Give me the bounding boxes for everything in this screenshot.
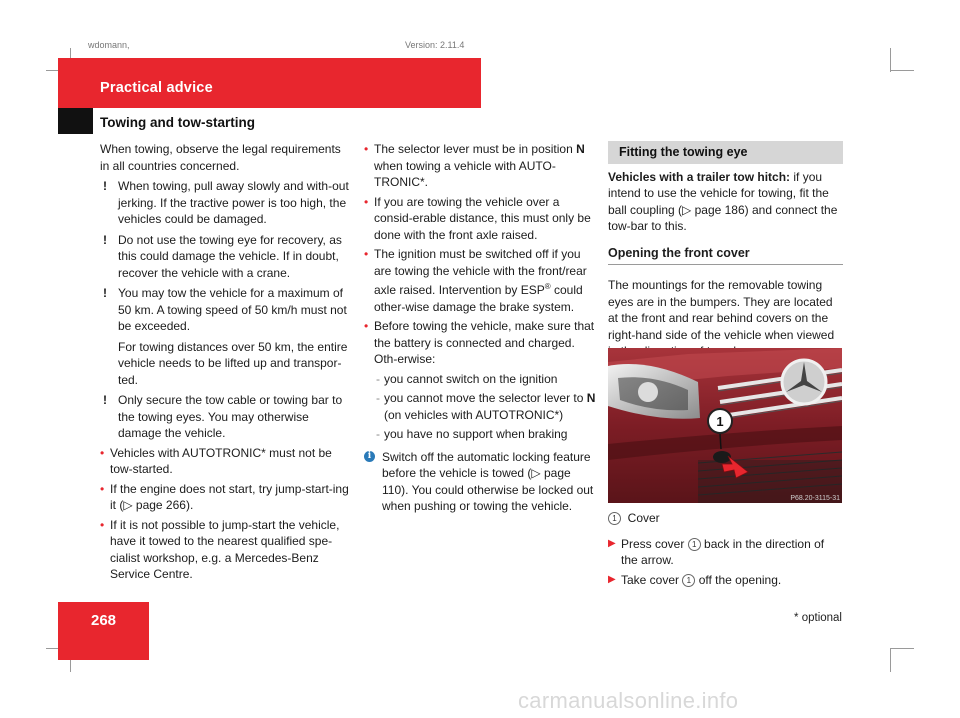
meta-version: Version: 2.11.4 (405, 40, 465, 50)
bullet-icon: • (364, 319, 369, 333)
warning-note (100, 392, 350, 442)
warning-text: When towing, pull away slowly and with-out jerking. If the tractive power is too high, the vehicles could be damaged. (118, 179, 349, 226)
bumper-photo (608, 348, 842, 503)
bullet-icon: • (100, 481, 105, 496)
lead-paragraph (608, 169, 843, 235)
bullet-icon: • (364, 142, 369, 156)
intro-text: When towing, observe the legal requirements in all countries concerned. (100, 142, 341, 173)
bullet-item (100, 445, 350, 478)
photo-legend (608, 510, 843, 588)
bullet-item (100, 517, 350, 583)
page-title: Towing and tow-starting (100, 115, 255, 130)
crop-mark (890, 48, 891, 72)
warning-extra-text: For towing distances over 50 km, the entire vehicle needs to be lifted up and transpor-ted. (118, 339, 348, 387)
footnote: * optional (794, 612, 842, 624)
sub-list-text: you cannot switch on the ignition (384, 371, 558, 386)
warning-icon: ! (103, 179, 107, 193)
info-text: Switch off the automatic locking feature before the vehicle is towed (▷ page 110). You could otherwise be locked out when pushing or towing the vehicle. (382, 449, 594, 513)
bullet-item (364, 141, 598, 191)
warning-text: Do not use the towing eye for recovery, as this could damage the vehicle. If in doubt, recover the vehicle with a crane. (118, 232, 342, 280)
warning-icon: ! (103, 393, 107, 407)
warning-text: Only secure the tow cable or towing bar to the towing eyes. You may otherwise damage the vehicle. (118, 393, 343, 440)
bullet-text: could other-wise damage the brake system. (374, 283, 583, 314)
crop-mark (890, 70, 914, 71)
page-number: 268 (90, 612, 117, 629)
dash-icon: - (376, 391, 380, 405)
dash-icon: - (376, 371, 380, 386)
photo-code: P68.20-3115-31 (790, 495, 840, 502)
bullet-text: If it is not possible to jump-start the vehicle, have it towed to the nearest qualified spe-cialist workshop, e.g. a Mercedes-Benz Service Centre. (110, 517, 340, 581)
section-heading: Fitting the towing eye (608, 141, 843, 164)
bullet-icon: • (364, 194, 369, 209)
legend-item (608, 510, 843, 527)
callout-icon: 1 (682, 574, 695, 587)
callout-icon: 1 (608, 512, 621, 525)
info-icon: i (364, 451, 375, 462)
sub-heading: Opening the front cover (608, 245, 843, 266)
bullet-text: when towing a vehicle with AUTO-TRONIC*. (374, 158, 556, 189)
lead-bold: Vehicles with a trailer tow hitch: (608, 169, 791, 184)
step-item (608, 572, 843, 589)
bullet-text: The ignition must be switched off if you are towing the vehicle with the front/rear axle raised. Intervention by ESP (374, 247, 587, 297)
column-right (608, 141, 843, 360)
bullet-icon: • (100, 517, 105, 532)
step-text: Press cover (621, 536, 688, 551)
bumper-illustration (608, 348, 842, 503)
bullet-item (100, 481, 350, 514)
bullet-item (364, 318, 598, 368)
registered-mark: ® (544, 282, 551, 291)
sub-list-item (364, 390, 598, 423)
body-paragraph: The mountings for the removable towing eyes are in the bumpers. They are located at the front and rear behind covers on the right-hand side of the vehicle when viewed (608, 278, 835, 342)
bullet-item (364, 246, 598, 315)
sub-list-item (364, 426, 598, 443)
warning-note (100, 232, 350, 282)
bullet-icon: • (364, 247, 369, 261)
bullet-text: Vehicles with AUTOTRONIC* must not be tow-started. (110, 445, 332, 476)
sub-list-text: (on vehicles with AUTOTRONIC*) (384, 407, 564, 422)
step-item (608, 536, 843, 569)
bullet-icon: • (100, 445, 105, 460)
column-middle (364, 141, 598, 515)
crop-mark (890, 648, 914, 649)
sub-list-bold: N (586, 391, 596, 405)
column-left (100, 141, 350, 583)
step-text: back in the direction of the arrow. (621, 536, 825, 567)
info-note (364, 449, 598, 515)
bullet-text: If the engine does not start, try jump-start-ing it (▷ page 266). (110, 481, 349, 512)
sub-list-item (364, 371, 598, 388)
page-number-block (58, 602, 149, 660)
meta-author: wdomann, (88, 40, 130, 50)
dash-icon: - (376, 427, 380, 441)
step-text: off the opening. (695, 572, 782, 587)
warning-note (100, 178, 350, 228)
sub-list-text: you cannot move the selector lever to (384, 391, 587, 405)
watermark: carmanualsonline.info (518, 688, 739, 713)
section-title: Practical advice (100, 80, 213, 96)
step-arrow-icon: ▶ (608, 537, 616, 549)
sub-list-text: you have no support when braking (384, 427, 568, 441)
callout-icon: 1 (688, 538, 701, 551)
crop-mark (890, 648, 891, 672)
warning-note (100, 285, 350, 388)
bullet-text: The selector lever must be in position (374, 142, 577, 156)
bullet-item (364, 194, 598, 244)
bullet-text: Before towing the vehicle, make sure that the battery is connected and charged. Oth-erwise: (374, 319, 595, 366)
warning-text: You may tow the vehicle for a maximum of 50 km. A towing speed of 50 km/h must not be exceeded. (118, 286, 347, 333)
legend-text: Cover (627, 511, 660, 525)
warning-icon: ! (103, 232, 107, 247)
callout-number: 1 (716, 414, 724, 429)
warning-icon: ! (103, 286, 107, 300)
step-text: Take cover (621, 572, 683, 587)
lead-text: if you intend to use the vehicle for towing, fit the ball coupling (▷ page 186) and connect the tow-bar to this. (608, 169, 838, 233)
bullet-bold: N (576, 142, 585, 156)
bullet-text: If you are towing the vehicle over a consid-erable distance, this must only be done with the front axle raised. (374, 194, 591, 242)
banner-tab (58, 108, 93, 134)
step-arrow-icon: ▶ (608, 573, 616, 585)
